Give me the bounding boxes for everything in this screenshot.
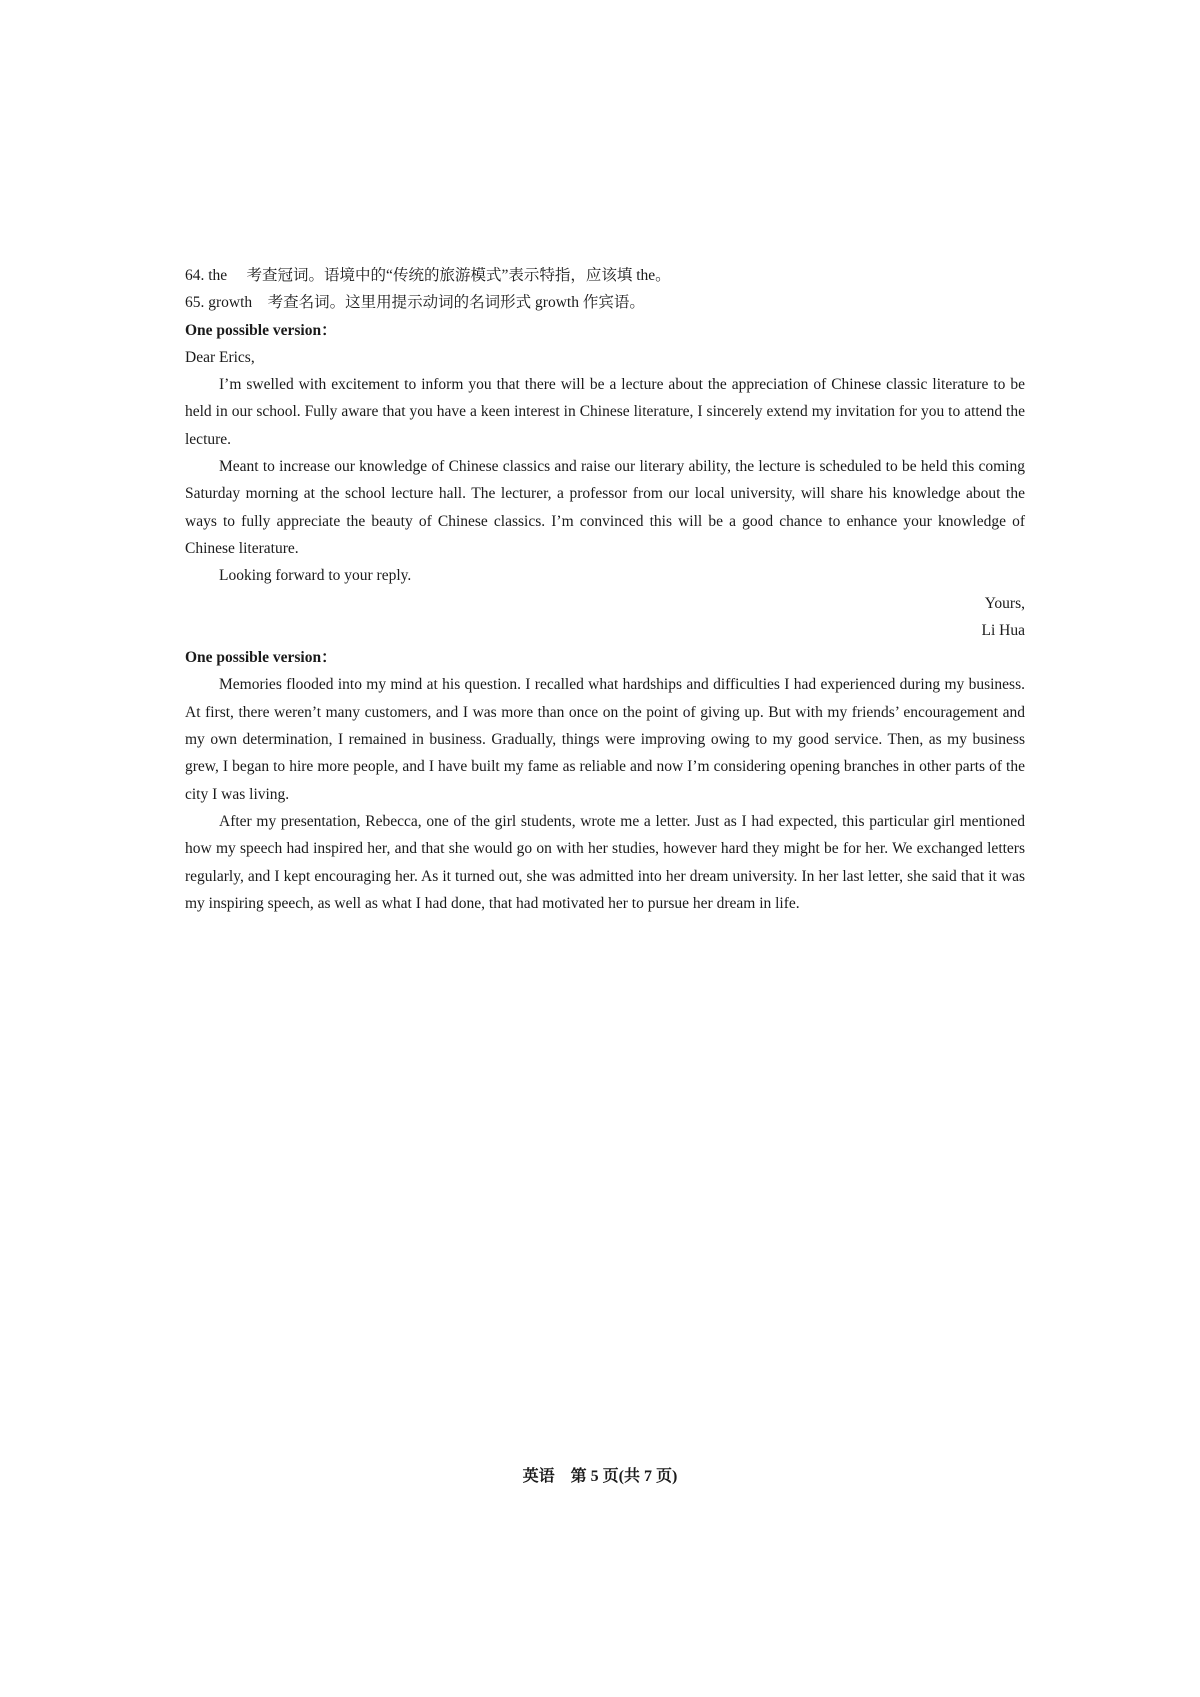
letter-signature: Li Hua [981, 621, 1025, 639]
letter-salutation: Dear Erics, [185, 348, 255, 366]
letter-paragraph-2: Meant to increase our knowledge of Chinese classics and raise our literary ability, the lecture is scheduled to be held this coming Saturday morning at the school lecture hall. The lecturer, a professor from our local university, will share his knowledge about the ways to fully appreciate the beauty of Chinese classics. I’m convinced this will be a good chance to enhance your knowledge of Chinese literature. [185, 458, 1025, 557]
answer-key-content [185, 262, 1025, 917]
letter-closing: Yours, [984, 594, 1025, 612]
answer-64: 64. the 考查冠词。语境中的“传统的旅游模式”表示特指，应该填 the。 [185, 267, 671, 284]
story-paragraph-1: Memories flooded into my mind at his question. I recalled what hardships and difficulties I had experienced during my business. At first, there weren’t many customers, and I was more than once on the point of giving up. But with my friends’ encouragement and my own determination, I remained in business. Gradually, things were improving owing to my good service. Then, as my business grew, I began to hire more people, and I have built my fame as reliable and now I’m considering opening branches in other parts of the city I was living. [185, 676, 1025, 803]
page-footer: 英语 第 5 页(共 7 页) [522, 1468, 678, 1485]
answer-65: 65. growth 考查名词。这里用提示动词的名词形式 growth 作宾语。 [185, 294, 645, 312]
section-heading-letter: One possible version： [185, 321, 337, 339]
story-paragraph-2: After my presentation, Rebecca, one of the girl students, wrote me a letter. Just as I had expected, this particular girl mentioned how my speech had inspired her, and that she would go on with her studies, however hard they might be for her. We exchanged letters regularly, and I kept encouraging her. As it turned out, she was admitted into her dream university. In her last letter, she said that it was my inspiring speech, as well as what I had done, that had motivated her to pursue her dream in life. [185, 812, 1025, 912]
section-heading-story: One possible version： [185, 649, 337, 667]
letter-paragraph-1: I’m swelled with excitement to inform you that there will be a lecture about the appreciation of Chinese classic literature to be held in our school. Fully aware that you have a keen interest in Chinese literature, I sincerely extend my invitation for you to attend the lecture. [185, 376, 1025, 448]
letter-paragraph-3: Looking forward to your reply. [219, 567, 412, 585]
